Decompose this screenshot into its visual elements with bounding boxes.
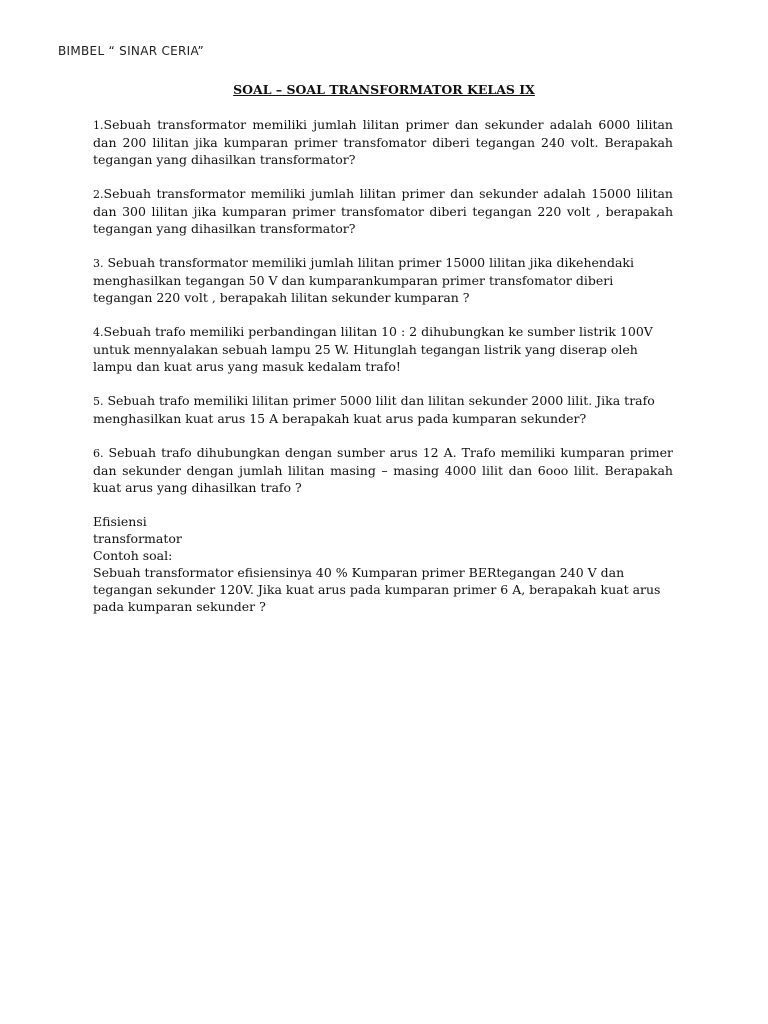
example-label: Contoh soal: xyxy=(93,548,173,563)
page-header: BIMBEL “ SINAR CERIA” xyxy=(58,44,205,58)
question-number: 3. xyxy=(93,257,104,270)
question-number: 4. xyxy=(93,326,104,339)
section-heading-efisiensi: Efisiensi xyxy=(93,514,147,529)
question-text: Sebuah trafo dihubungkan dengan sumber arus 12 A. Trafo memiliki kumparan primer dan sekunder dengan jumlah lilitan masing – masing 4000 lilit dan 6ooo lilit. Berapakah kuat arus yang dihasilkan trafo ? xyxy=(93,445,673,495)
question-text: Sebuah trafo memiliki perbandingan lilitan 10 : 2 dihubungkan ke sumber listrik 100V untuk mennyalakan sebuah lampu 25 W. Hitunglah tegangan listrik yang diserap oleh lampu dan kuat arus yang masuk kedalam trafo! xyxy=(93,324,653,374)
question-number: 5. xyxy=(93,395,104,408)
example-question: Sebuah transformator efisiensinya 40 % Kumparan primer BERtegangan 240 V dan tegangan sekunder 120V. Jika kuat arus pada kumparan primer 6 A, berapakah kuat arus pada kumparan sekunder ? xyxy=(93,565,661,614)
question-4 xyxy=(93,323,673,375)
question-2 xyxy=(93,185,673,237)
question-6 xyxy=(93,444,673,496)
question-3 xyxy=(93,254,673,306)
question-text: Sebuah transformator memiliki jumlah lilitan primer 15000 lilitan jika dikehendaki menghasilkan tegangan 50 V dan kumparankumparan primer transfomator diberi tegangan 220 volt , berapakah lilitan sekunder kumparan ? xyxy=(93,255,634,305)
question-text: Sebuah transformator memiliki jumlah lilitan primer dan sekunder adalah 6000 lilitan dan 200 lilitan jika kumparan primer transfomator diberi tegangan 240 volt. Berapakah tegangan yang dihasilkan transformator? xyxy=(93,117,673,167)
document-body xyxy=(93,116,673,615)
question-number: 6. xyxy=(93,447,104,460)
question-number: 1. xyxy=(93,119,104,132)
question-text: Sebuah transformator memiliki jumlah lilitan primer dan sekunder adalah 15000 lilitan dan 300 lilitan jika kumparan primer transfomator diberi tegangan 220 volt , berapakah tegangan yang dihasilkan transformator? xyxy=(93,186,673,236)
question-number: 2. xyxy=(93,188,104,201)
section-heading-transformator: transformator xyxy=(93,531,182,546)
question-5 xyxy=(93,392,673,427)
question-1 xyxy=(93,116,673,168)
page-title: SOAL – SOAL TRANSFORMATOR KELAS IX xyxy=(233,82,535,97)
efisiensi-section xyxy=(93,513,673,615)
question-text: Sebuah trafo memiliki lilitan primer 5000 lilit dan lilitan sekunder 2000 lilit. Jika trafo menghasilkan kuat arus 15 A berapakah kuat arus pada kumparan sekunder? xyxy=(93,393,655,426)
